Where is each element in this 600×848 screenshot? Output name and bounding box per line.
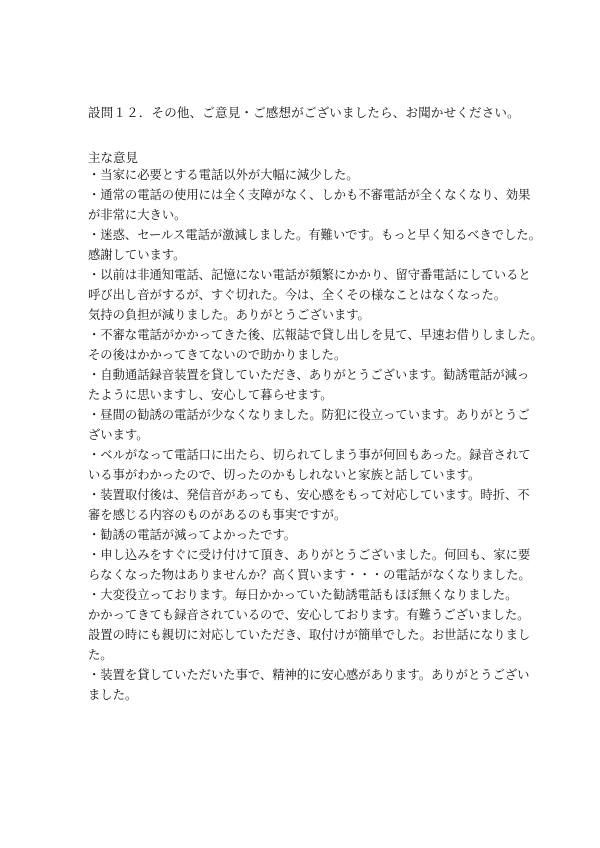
comment-line: 呼び出し音がするが、すぐ切れた。今は、全くその様なことはなくなった。 — [88, 288, 507, 302]
comment-line: た。 — [88, 648, 113, 662]
comment-line: ・通常の電話の使用には全く支障がなく、しかも不審電話が全くなくなり、効果 — [88, 188, 531, 202]
comment-line: 設置の時にも親切に対応していただき、取付けが簡単でした。お世話になりまし — [88, 628, 531, 642]
comment-line: が非常に大きい。 — [88, 208, 187, 222]
comment-line: いる事がわかったので、切ったのかもしれないと家族と話しています。 — [88, 468, 481, 482]
comment-line: かかってきても録音されているので、安心しております。有難うございました。 — [88, 608, 530, 622]
section-title: 主な意見 — [88, 150, 139, 165]
question-heading: 設問１２．その他、ご意見・ご感想がございましたら、お聞かせください。 — [88, 105, 520, 120]
comment-line: ・不審な電話がかかってきた後、広報誌で貸し出しを見て、早速お借りしました。 — [88, 328, 543, 342]
comment-line: たように思いますし、安心して暮らせます。 — [88, 388, 333, 402]
comment-line: ・装置を貸していただいた事で、精神的に安心感があります。ありがとうござい — [88, 668, 530, 682]
comment-line: ・昼間の勧誘の電話が少なくなりました。防犯に役立っています。ありがとうご — [88, 408, 530, 422]
comment-line: らなくなった物はありませんか？高く買います・・・の電話がなくなりました。 — [88, 568, 531, 582]
comment-line: 審を感じる内容のものがあるのも事実ですが。 — [88, 508, 347, 522]
comment-line: ・自動通話録音装置を貸していただき、ありがとうございます。勧誘電話が減っ — [88, 368, 530, 382]
comment-line: ました。 — [88, 688, 138, 702]
comment-line: ・以前は非通知電話、記憶にない電話が頻繁にかかり、留守番電話にしていると — [88, 268, 531, 282]
comment-line: ・申し込みをすぐに受け付けて頂き、ありがとうございました。何回も、家に要 — [88, 548, 531, 562]
comment-line: 気持の負担が減りました。ありがとうございます。 — [88, 308, 370, 322]
comment-line: ・大変役立っております。毎日かかっていた勧誘電話もほぼ無くなりました。 — [88, 588, 518, 602]
comment-line: ・装置取付後は、発信音があっても、安心感をもって対応しています。時折、不 — [88, 488, 530, 502]
comment-line: ・ベルがなって電話口に出たら、切られてしまう事が何回もあった。録音されて — [88, 448, 531, 462]
comment-line: 感謝しています。 — [88, 248, 186, 262]
comment-line: その後はかかってきてないので助かりました。 — [88, 348, 347, 362]
comment-line: ・迷惑、セールス電話が激減しました。有難いです。もっと早く知るべきでした。 — [88, 228, 541, 242]
comment-line: ざいます。 — [88, 428, 149, 442]
comment-line: ・当家に必要とする電話以外が大幅に減少した。 — [88, 168, 359, 182]
comment-line: ・勧誘の電話が減ってよかったです。 — [88, 528, 297, 542]
